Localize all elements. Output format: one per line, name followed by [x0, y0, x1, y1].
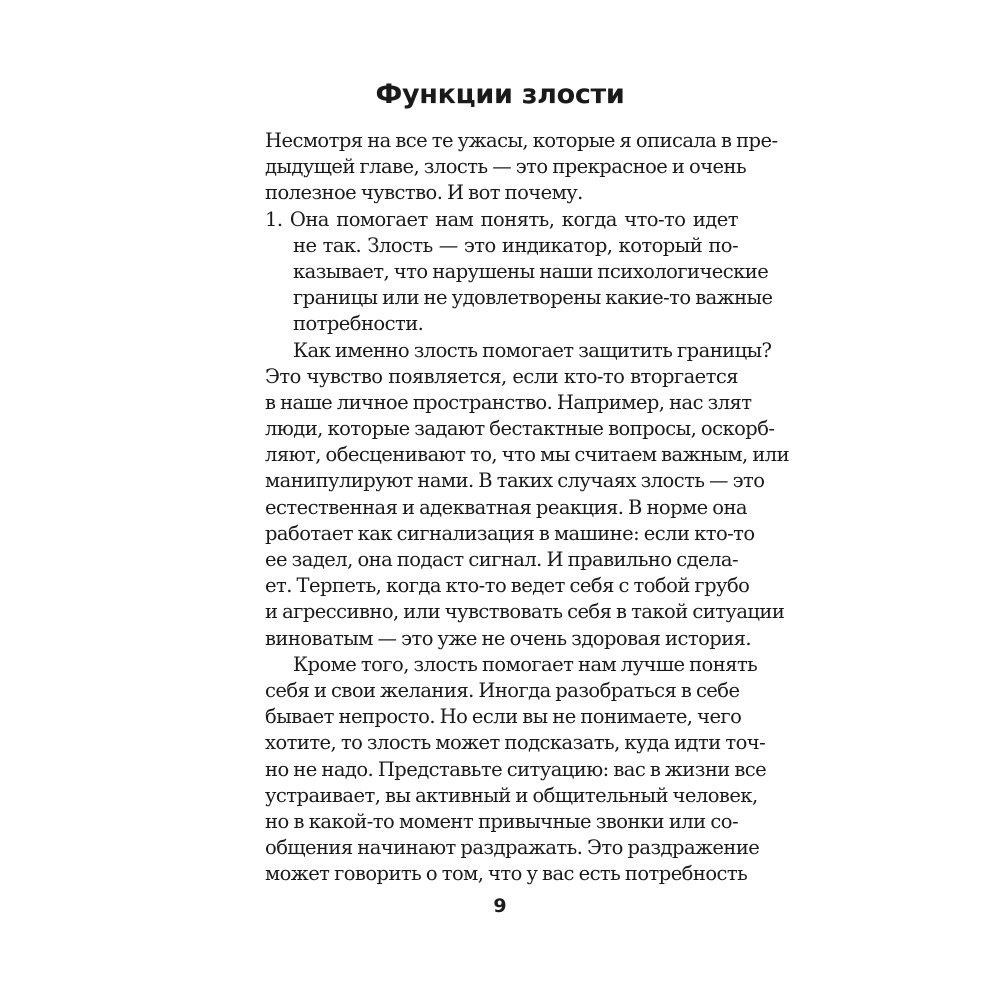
page-title: Функции злости: [375, 79, 625, 110]
text-line: и агрессивно, или чувствовать себя в такой ситуации: [265, 600, 785, 624]
text-line: ее задел, она подаст сигнал. И правильно сдела-: [265, 548, 738, 571]
list-item-line: потребности.: [293, 312, 424, 336]
text-line: дыдущей главе, злость — это прекрасное и очень: [265, 155, 747, 179]
text-line: естественная и адекватная реакция. В норме она: [265, 495, 747, 519]
text-line: Это чувство появляется, если кто-то вторгается: [265, 364, 738, 388]
text-line: люди, которые задают бестактные вопросы, оскорб-: [265, 417, 775, 441]
list-item-line: 1. Она помогает нам понять, когда что-то идет: [265, 207, 738, 231]
list-item-line: не так. Злость — это индикатор, который по-: [293, 233, 738, 257]
text-line: может говорить о том, что у вас есть потребность: [265, 862, 748, 886]
text-line: в наше личное пространство. Например, нас злят: [265, 390, 752, 414]
text-line: но не надо. Представьте ситуацию: вас в жизни все: [265, 757, 767, 781]
list-item-line: границы или не удовлетворены какие-то важные: [293, 286, 773, 310]
text-line: но в какой-то момент привычные звонки или со-: [265, 809, 738, 833]
text-line: общения начинают раздражать. Это раздражение: [265, 836, 760, 860]
text-line: виноватым — это уже не очень здоровая история.: [265, 626, 752, 650]
text-line: Несмотря на все те ужасы, которые я описала в пре-: [265, 129, 778, 152]
page-number: 9: [493, 895, 507, 917]
text-line: хотите, то злость может подсказать, куда идти точ-: [265, 731, 766, 755]
text-line: полезное чувство. И вот почему.: [265, 181, 583, 205]
body-text: [265, 128, 790, 887]
text-line: Как именно злость помогает защитить границы?: [293, 338, 772, 362]
text-line: ет. Терпеть, когда кто-то ведет себя с тобой грубо: [265, 574, 750, 598]
text-line: манипулируют нами. В таких случаях злость — это: [265, 469, 765, 493]
text-line: Кроме того, злость помогает нам лучше понять: [293, 652, 758, 676]
text-line: себя и свои желания. Иногда разобраться в себе: [265, 678, 740, 702]
text-line: ляют, обесценивают то, что мы считаем важным, или: [265, 443, 790, 467]
text-line: бывает непросто. Но если вы не понимаете, чего: [265, 705, 742, 729]
text-line: устраивает, вы активный и общительный человек,: [265, 783, 758, 807]
text-line: работает как сигнализация в машине: если кто-то: [265, 521, 755, 545]
list-item-line: казывает, что нарушены наши психологические: [293, 259, 769, 283]
